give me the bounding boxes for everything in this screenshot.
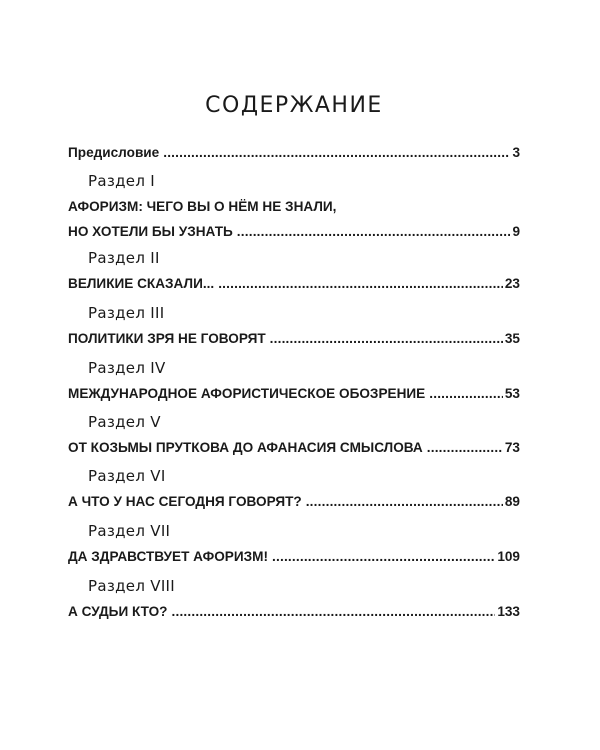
toc-page-number: 3 xyxy=(512,145,520,160)
toc-page-number: 23 xyxy=(504,276,520,291)
toc-page-number: 89 xyxy=(504,494,520,509)
toc-page-number: 35 xyxy=(504,331,520,346)
toc-entry-title: А СУДЬИ КТО? xyxy=(68,604,168,619)
toc-entry-title: МЕЖДУНАРОДНОЕ АФОРИСТИЧЕСКОЕ ОБОЗРЕНИЕ xyxy=(68,386,426,401)
dot-leader xyxy=(427,435,503,460)
section-label: Раздел V xyxy=(88,413,161,431)
dot-leader xyxy=(429,381,503,406)
toc-line xyxy=(68,271,520,296)
toc-entry-section-8[interactable] xyxy=(68,573,520,624)
toc-entry-section-3[interactable] xyxy=(68,300,520,351)
toc-page-number: 53 xyxy=(504,386,520,401)
toc-entry-title: ПОЛИТИКИ ЗРЯ НЕ ГОВОРЯТ xyxy=(68,331,266,346)
table-of-contents-page xyxy=(68,0,520,750)
toc-line xyxy=(68,326,520,351)
toc-entry-section-2[interactable] xyxy=(68,245,520,296)
toc-line xyxy=(68,489,520,514)
dot-leader xyxy=(306,489,503,514)
dot-leader xyxy=(163,140,510,165)
toc-page-number: 109 xyxy=(497,549,520,564)
toc-line xyxy=(68,544,520,569)
toc-page-number: 133 xyxy=(497,604,520,619)
toc-entry-section-7[interactable] xyxy=(68,518,520,569)
toc-page-number: 73 xyxy=(504,440,520,455)
section-label: Раздел IV xyxy=(88,359,166,377)
toc-line xyxy=(68,140,520,165)
toc-line xyxy=(68,381,520,406)
toc-entry-title: НО ХОТЕЛИ БЫ УЗНАТЬ xyxy=(68,224,233,239)
toc-line xyxy=(68,599,520,624)
section-label: Раздел I xyxy=(88,172,155,190)
toc-line xyxy=(68,194,520,219)
toc-entry-title: ДА ЗДРАВСТВУЕТ АФОРИЗМ! xyxy=(68,549,269,564)
toc-entry-title: АФОРИЗМ: ЧЕГО ВЫ О НЁМ НЕ ЗНАЛИ, xyxy=(68,199,337,214)
dot-leader xyxy=(237,219,511,244)
toc-page-number: 9 xyxy=(512,224,520,239)
toc-entry-section-6[interactable] xyxy=(68,463,520,514)
dot-leader xyxy=(171,599,495,624)
toc-line xyxy=(68,435,520,460)
toc-entry-section-1[interactable] xyxy=(68,168,520,244)
page-title: СОДЕРЖАНИЕ xyxy=(205,93,383,118)
toc-entry-title: Предисловие xyxy=(68,145,160,160)
toc-entry-section-5[interactable] xyxy=(68,409,520,460)
section-label: Раздел VIII xyxy=(88,577,176,595)
dot-leader xyxy=(272,544,495,569)
dot-leader xyxy=(218,271,503,296)
section-label: Раздел VI xyxy=(88,467,166,485)
toc-entry-title: А ЧТО У НАС СЕГОДНЯ ГОВОРЯТ? xyxy=(68,494,302,509)
dot-leader xyxy=(270,326,503,351)
toc-line xyxy=(68,219,520,244)
section-label: Раздел III xyxy=(88,304,165,322)
toc-entry-title: ВЕЛИКИЕ СКАЗАЛИ... xyxy=(68,276,215,291)
toc-entry-title: ОТ КОЗЬМЫ ПРУТКОВА ДО АФАНАСИЯ СМЫСЛОВА xyxy=(68,440,423,455)
toc-entry-section-4[interactable] xyxy=(68,355,520,406)
section-label: Раздел II xyxy=(88,249,160,267)
toc-entry-preface[interactable] xyxy=(68,140,520,165)
section-label: Раздел VII xyxy=(88,522,171,540)
